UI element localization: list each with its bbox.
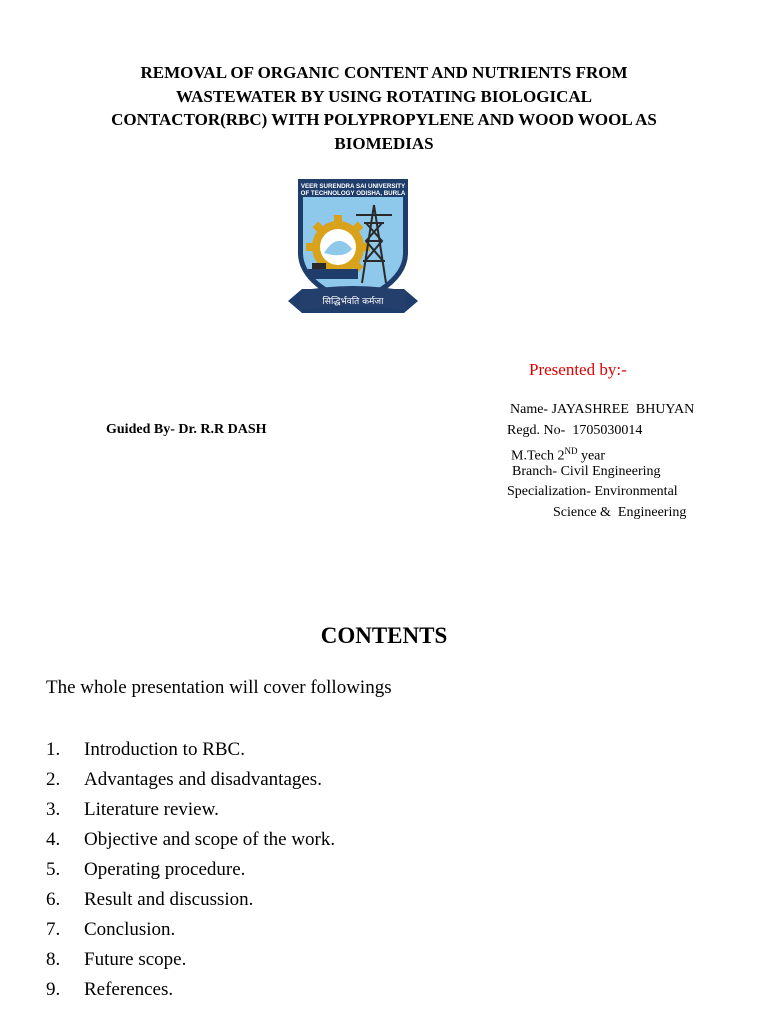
registration-number: Regd. No- 1705030014 <box>507 423 643 438</box>
presented-by-label: Presented by:- <box>529 360 627 379</box>
item-number: 6. <box>46 889 61 910</box>
list-item <box>46 887 335 917</box>
item-number: 2. <box>46 769 61 790</box>
item-text: Literature review. <box>84 799 219 820</box>
university-emblem-icon <box>286 165 420 320</box>
contents-list <box>46 737 335 1007</box>
item-text: Operating procedure. <box>84 859 246 880</box>
student-name: Name- JAYASHREE BHUYAN <box>510 402 695 417</box>
contents-heading: CONTENTS <box>320 623 448 648</box>
list-item <box>46 947 335 977</box>
item-number: 1. <box>46 739 61 760</box>
item-text: References. <box>84 979 174 1000</box>
list-item <box>46 857 335 887</box>
title-line: CONTACTOR(RBC) WITH POLYPROPYLENE AND WOOD WOOL AS <box>111 110 657 129</box>
item-text: Future scope. <box>84 949 187 970</box>
item-number: 5. <box>46 859 61 880</box>
item-text: Result and discussion. <box>84 889 254 910</box>
item-text: Introduction to RBC. <box>84 739 245 760</box>
item-text: Advantages and disadvantages. <box>84 769 322 790</box>
specialization: Specialization- Environmental <box>507 484 678 499</box>
svg-text:OF TECHNOLOGY ODISHA, BURLA: OF TECHNOLOGY ODISHA, BURLA <box>300 190 406 197</box>
svg-text:सिद्धिर्भवति कर्मजा: सिद्धिर्भवति कर्मजा <box>322 297 384 307</box>
item-text: Objective and scope of the work. <box>84 829 336 850</box>
university-logo <box>286 165 420 320</box>
item-number: 4. <box>46 829 61 850</box>
title-line: BIOMEDIAS <box>334 133 434 153</box>
course-prefix: M.Tech 2 <box>511 448 565 464</box>
item-text: Conclusion. <box>84 919 176 940</box>
course-ordinal: ND <box>564 446 578 456</box>
title-line: REMOVAL OF ORGANIC CONTENT AND NUTRIENTS FROM <box>140 63 628 82</box>
item-number: 3. <box>46 799 61 820</box>
item-number: 7. <box>46 919 61 940</box>
list-item <box>46 737 335 767</box>
guide-name: Guided By- Dr. R.R DASH <box>106 422 267 437</box>
branch: Branch- Civil Engineering <box>512 464 661 479</box>
title-line: WASTEWATER BY USING ROTATING BIOLOGICAL <box>176 86 592 106</box>
list-item <box>46 767 335 797</box>
list-item <box>46 977 335 1007</box>
course-suffix: year <box>577 448 606 464</box>
item-number: 9. <box>46 979 61 1000</box>
contents-intro: The whole presentation will cover followings <box>46 677 392 698</box>
list-item <box>46 827 335 857</box>
list-item <box>46 797 335 827</box>
document-title <box>40 61 728 155</box>
list-item <box>46 917 335 947</box>
item-number: 8. <box>46 949 61 970</box>
specialization-continued: Science & Engineering <box>553 505 687 520</box>
svg-text:VEER SURENDRA SAI UNIVERSITY: VEER SURENDRA SAI UNIVERSITY <box>300 183 406 190</box>
